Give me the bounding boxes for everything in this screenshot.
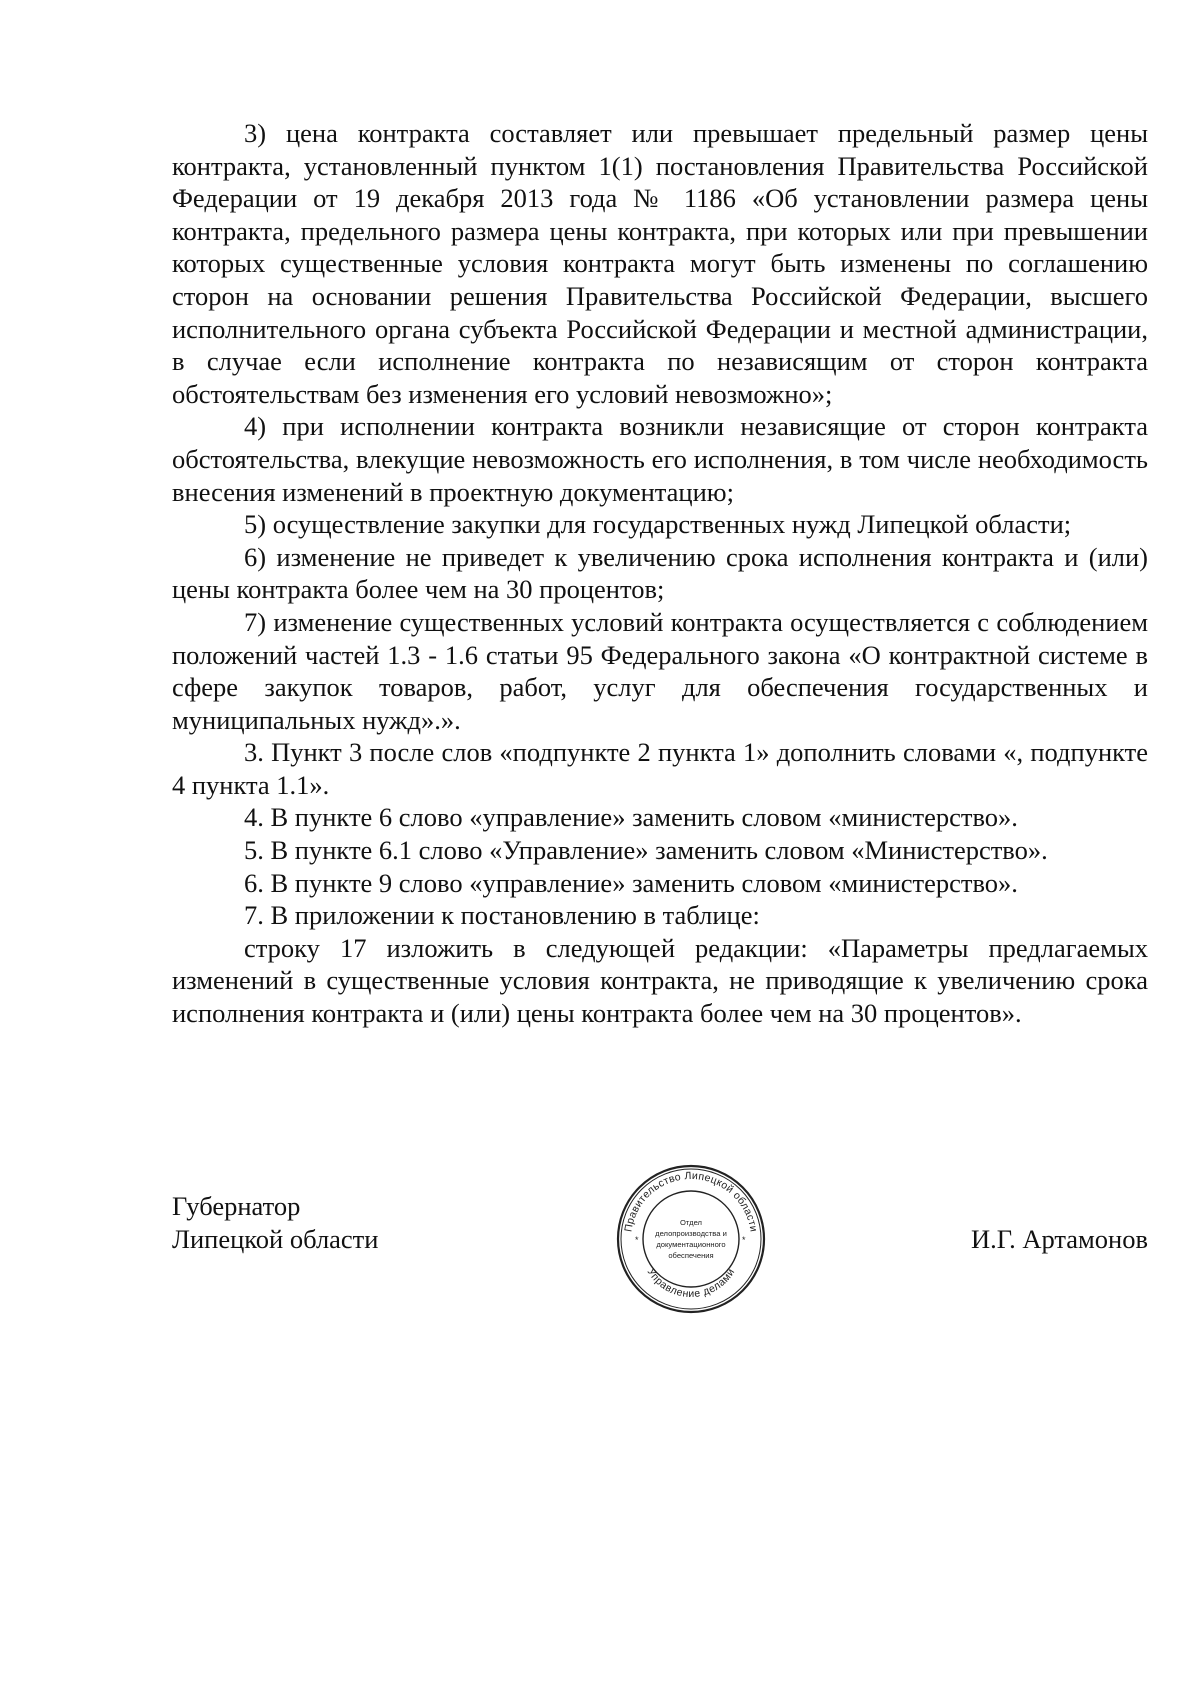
- seal-inner-line-2: делопроизводства и: [655, 1229, 727, 1238]
- svg-text:*: *: [635, 1235, 639, 1245]
- paragraph-point-4: 4. В пункте 6 слово «управление» заменить словом «министерство».: [244, 802, 1018, 833]
- paragraph-item-4: 4) при исполнении контракта возникли независящие от сторон контракта обстоятельства, влекущие невозможность его исполнения, в том числе необходимость внесения изменений в проектную документацию;: [172, 411, 1148, 507]
- paragraph-item-6: 6) изменение не приведет к увеличению срока исполнения контракта и (или) цены контракта более чем на 30 процентов;: [172, 541, 1148, 605]
- seal-icon: [615, 1163, 767, 1315]
- document-body: [172, 117, 1148, 1030]
- svg-text:*: *: [742, 1235, 746, 1245]
- paragraph-point-7: 7. В приложении к постановлению в таблице:: [244, 900, 760, 931]
- official-seal-stamp: [615, 1163, 767, 1315]
- seal-inner-line-3: документационного: [656, 1240, 726, 1249]
- paragraph-point-6: 6. В пункте 9 слово «управление» заменить словом «министерство».: [244, 867, 1018, 898]
- seal-top-text: Правительство Липецкой области: [622, 1169, 760, 1233]
- paragraph-item-7: 7) изменение существенных условий контракта осуществляется с соблюдением положений частей 1.3 - 1.6 статьи 95 Федерального закона «О контрактной системе в сфере закупок товаров, работ, услуг для обеспечения государственных и муниципальных нужд».».: [172, 606, 1148, 735]
- signatory-title: Губернатор Липецкой области: [172, 1191, 379, 1254]
- paragraph-point-5: 5. В пункте 6.1 слово «Управление» заменить словом «Министерство».: [244, 835, 1048, 866]
- seal-inner-line-4: обеспечения: [668, 1251, 714, 1260]
- seal-inner-line-1: Отдел: [680, 1218, 702, 1227]
- paragraph-point-3: 3. Пункт 3 после слов «подпункте 2 пункта 1» дополнить словами «, подпункте 4 пункта 1.1».: [172, 737, 1148, 800]
- paragraph-item-3: 3) цена контракта составляет или превышает предельный размер цены контракта, установленный пунктом 1(1) постановления Правительства Российской Федерации от 19 декабря 2013 года № 1186 «Об установлении размера цены контракта, предельного размера цены контракта, при которых или при превышении которых существенные условия контракта могут быть изменены по соглашению сторон на основании решения Правительства Российской Федерации, высшего исполнительного органа субъекта Российской Федерации и местной администрации, в случае если исполнение контракта по независящим от сторон контракта обстоятельствам без изменения его условий невозможно»;: [172, 118, 1148, 409]
- svg-text:Управление делами: [645, 1266, 738, 1300]
- signatory-name: И.Г. Артамонов: [970, 1224, 1148, 1254]
- paragraph-row-17: строку 17 изложить в следующей редакции: «Параметры предлагаемых изменений в существенные условия контракта, не приводящие к увеличению срока исполнения контракта и (или) цены контракта более чем на 30 процентов».: [172, 932, 1148, 1029]
- seal-bottom-text: Управление делами: [644, 1266, 738, 1301]
- paragraph-item-5: 5) осуществление закупки для государственных нужд Липецкой области;: [244, 509, 1072, 540]
